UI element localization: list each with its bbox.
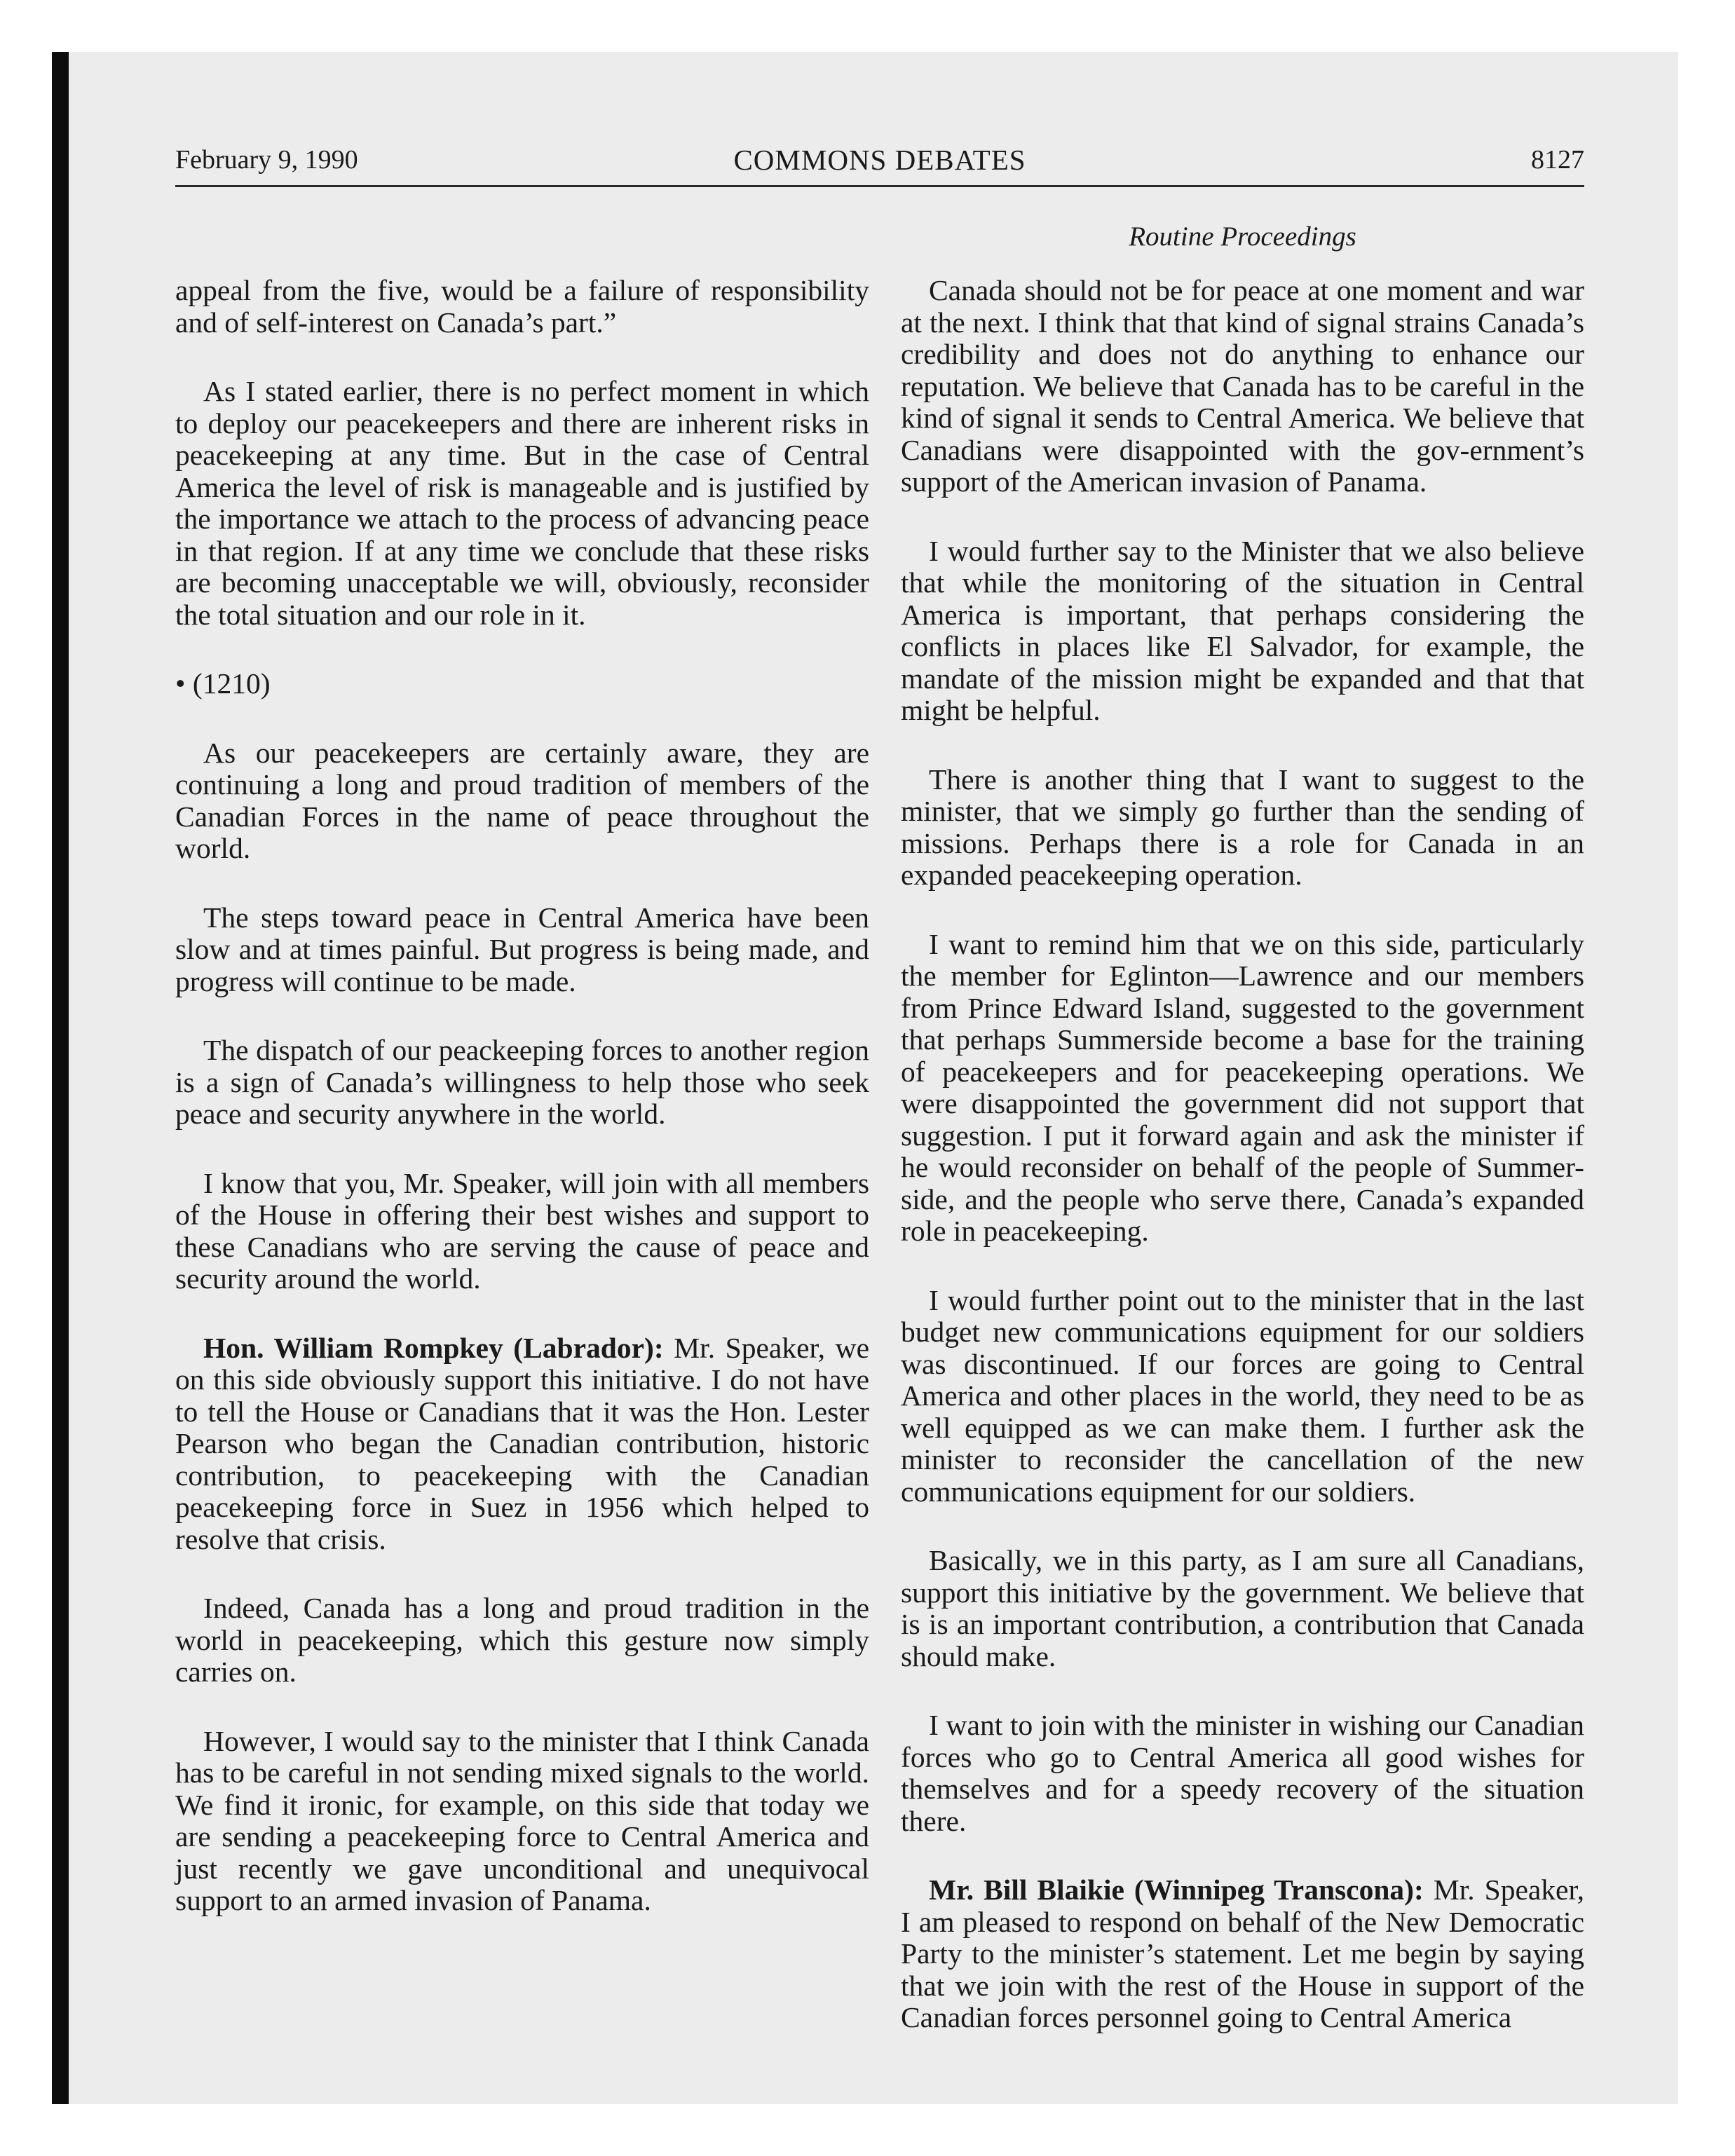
time-marker: • (1210)	[175, 667, 271, 700]
page-header	[175, 139, 1584, 181]
header-date: February 9, 1990	[175, 145, 358, 175]
paragraph: appeal from the five, would be a failure of responsibility and of self-interest on Canada’s part.”	[175, 274, 869, 339]
paragraph: Indeed, Canada has a long and proud tradition in the world in peacekeeping, which this gesture now simply carries on.	[175, 1592, 869, 1688]
header-rule	[175, 185, 1584, 187]
right-column	[901, 275, 1584, 2034]
speaker-name: Hon. William Rompkey (Labrador):	[203, 1331, 664, 1364]
paragraph: Canada should not be for peace at one moment and war at the next. I think that that kind of signal strains Canada’s credibility and does not do anything to enhance our reputation. We believe that Canada has to be careful in the kind of signal it sends to Central America. We believe that Canadians were disappointed with the gov-ernment’s support of the American invasion of Panama.	[901, 274, 1584, 498]
header-page-number: 8127	[1531, 145, 1584, 175]
paragraph: The steps toward peace in Central America have been slow and at times painful. But progress is being made, and progress will continue to be made.	[175, 901, 869, 997]
paragraph: I want to remind him that we on this side, particularly the member for Eglinton—Lawrence and our members from Prince Edward Island, suggested to the government that perhaps Summerside become a base for the training of peacekeepers and for peacekeeping operations. We were disappointed the government did not support that suggestion. I put it forward again and ask the minister if he would reconsider on behalf of the people of Summer-side, and the people who serve there, Canada’s expanded role in peacekeeping.	[901, 927, 1584, 1247]
paragraph: As I stated earlier, there is no perfect moment in which to deploy our peacekeepers and there are inherent risks in peacekeeping at any time. But in the case of Central America the level of risk is manageable and is justified by the importance we attach to the process of advancing peace in that region. If at any time we conclude that these risks are becoming unacceptable we will, obviously, reconsider the total situation and our role in it.	[175, 375, 869, 631]
speech-paragraph	[901, 1874, 1584, 2034]
speaker-name: Mr. Bill Blaikie (Winnipeg Transcona):	[929, 1874, 1424, 1906]
paragraph: I would further say to the Minister that we also believe that while the monitoring of the situation in Central America is important, that perhaps considering the conflicts in places like El Salvador, for example, the mandate of the mission might be expanded and that that might be helpful.	[901, 534, 1584, 726]
speech-text: Mr. Speaker, I am pleased to respond on behalf of the New Democratic Party to the minister’s statement. Let me begin by saying that we join with the rest of the House in support of the Canadian forces personnel going to Central America	[901, 1874, 1584, 2033]
header-publication: COMMONS DEBATES	[733, 144, 1026, 176]
paragraph: The dispatch of our peackeeping forces to another region is a sign of Canada’s willingness to help those who seek peace and security anywhere in the world.	[175, 1034, 869, 1130]
section-title: Routine Proceedings	[1129, 221, 1356, 252]
paragraph: There is another thing that I want to suggest to the minister, that we simply go further than the sending of missions. Perhaps there is a role for Canada in an expanded peacekeeping operation.	[901, 763, 1584, 891]
paragraph: However, I would say to the minister that I think Canada has to be careful in not sending mixed signals to the world. We find it ironic, for example, on this side that today we are sending a peacekeeping force to Central America and just recently we gave unconditional and unequivocal support to an armed invasion of Panama.	[175, 1724, 869, 1916]
paragraph: As our peacekeepers are certainly aware, they are continuing a long and proud tradition of members of the Canadian Forces in the name of peace throughout the world.	[175, 736, 869, 864]
scan-edge-shadow	[52, 52, 69, 2104]
paragraph: I know that you, Mr. Speaker, will join with all members of the House in offering their best wishes and support to these Canadians who are serving the cause of peace and security around the world.	[175, 1166, 869, 1295]
speech-text: Mr. Speaker, we on this side obviously support this initiative. I do not have to tell the House or Canadians that it was the Hon. Lester Pearson who began the Canadian contribution, historic contribution, to peacekeeping with the Canadian peacekeeping force in Suez in 1956 which helped to resolve that crisis.	[175, 1331, 869, 1555]
paragraph: I want to join with the minister in wishing our Canadian forces who go to Central America all good wishes for themselves and for a speedy recovery of the situation there.	[901, 1709, 1584, 1837]
speech-paragraph	[175, 1332, 869, 1556]
paragraph: I would further point out to the minister that in the last budget new communications equipment for our soldiers was discontinued. If our forces are going to Central America and other places in the world, they need to be as well equipped as we can make them. I further ask the minister to reconsider the cancellation of the new communications equipment for our soldiers.	[901, 1283, 1584, 1508]
paragraph: Basically, we in this party, as I am sure all Canadians, support this initiative by the government. We believe that is is an important contribution, a contribution that Canada should make.	[901, 1544, 1584, 1672]
left-column	[175, 275, 869, 1917]
